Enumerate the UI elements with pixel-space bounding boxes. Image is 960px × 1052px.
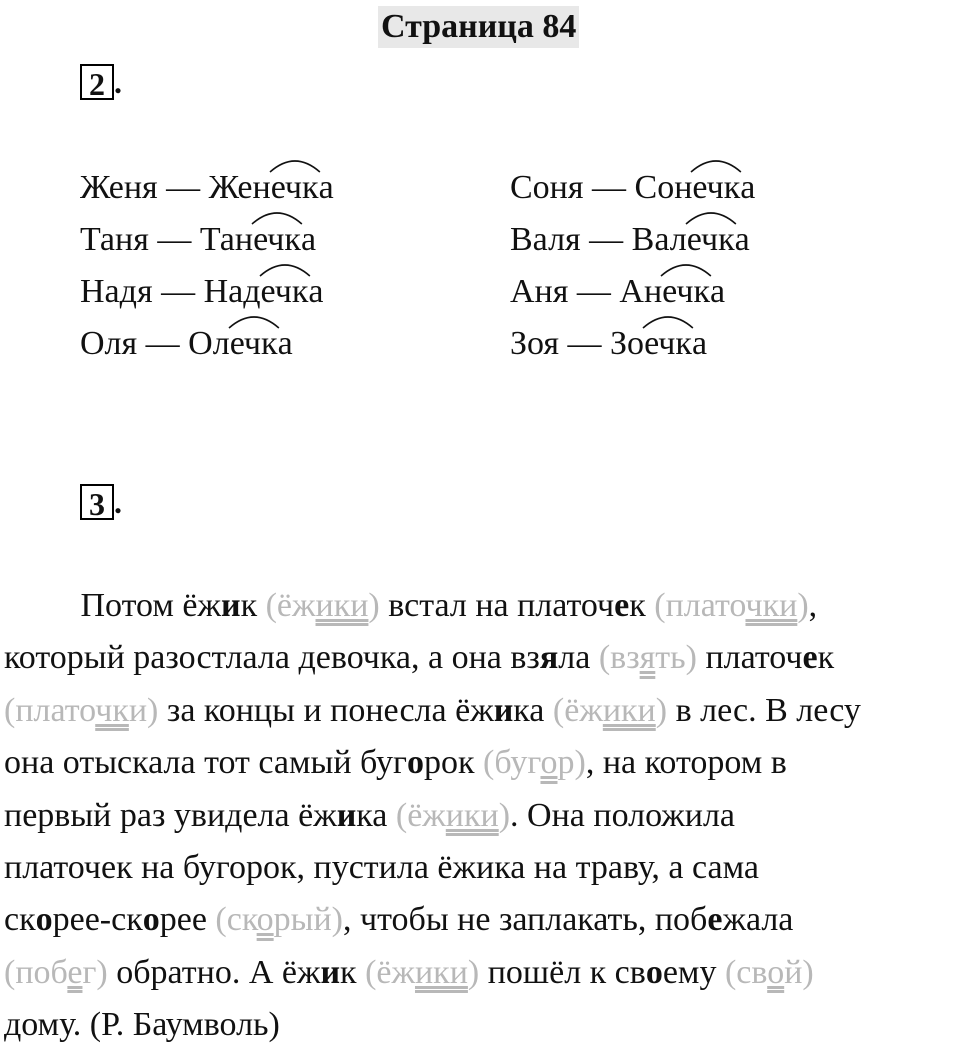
suffix-arc-mark	[690, 158, 742, 174]
pair-ending: а	[734, 221, 750, 258]
underlined-root: е	[67, 953, 83, 991]
page-title: Страница 84	[378, 6, 579, 48]
check-word-hint	[396, 797, 510, 834]
text-fragment: (ёж	[265, 587, 316, 624]
check-word-hint	[365, 954, 479, 991]
check-word-hint	[654, 587, 808, 624]
text-fragment: платоч	[696, 639, 803, 677]
text-fragment: она отыскала тот самый буг	[4, 744, 408, 782]
text-fragment: жала	[722, 901, 794, 939]
pair-base: Таня — Тан	[80, 221, 254, 258]
suffix-arc: ечк	[253, 214, 301, 266]
text-fragment: ла	[558, 639, 599, 677]
text-fragment: к	[240, 587, 266, 624]
pair-ending: а	[740, 169, 756, 206]
pair-base: Надя — Над	[80, 273, 261, 310]
left-pair-0	[80, 162, 334, 214]
text-line-5	[4, 842, 956, 894]
text-fragment: ,	[808, 587, 818, 624]
text-fragment: )	[467, 953, 480, 991]
text-fragment: (ёж	[552, 691, 603, 729]
pair-base: Соня — Сон	[510, 169, 693, 206]
left-pair-3	[80, 318, 293, 370]
text-fragment: , чтобы не заплакать, поб	[343, 901, 708, 939]
text-fragment: (плато	[4, 691, 96, 729]
text-fragment: который разостлала девочка, а она вз	[4, 639, 540, 677]
suffix-arc-mark	[251, 210, 303, 226]
check-word-hint	[4, 692, 158, 729]
stressed-vowel: и	[493, 691, 514, 729]
text-fragment: )	[655, 691, 668, 729]
right-pair-1	[510, 214, 750, 266]
exercise-3-box: 3	[80, 484, 114, 520]
check-word-hint	[483, 744, 586, 781]
text-line-3	[4, 737, 956, 789]
text-fragment: Потом ёж	[4, 587, 221, 624]
suffix-arc: ечк	[230, 318, 278, 370]
right-pair-2	[510, 266, 725, 318]
suffix-arc: ечк	[687, 214, 735, 266]
text-fragment: к	[340, 953, 366, 991]
text-fragment: (св	[724, 953, 768, 991]
exercise-3-text	[4, 580, 956, 1052]
right-pair-0	[510, 162, 755, 214]
left-pair-2	[80, 266, 324, 318]
exercise-2-box: 2	[80, 64, 114, 100]
check-word-hint	[4, 954, 108, 991]
stressed-vowel: е	[614, 587, 630, 624]
text-fragment: (поб	[4, 953, 68, 991]
suffix-arc: ечк	[644, 318, 692, 370]
text-fragment: ка	[356, 796, 396, 834]
text-fragment: р)	[557, 744, 586, 782]
right-pair-3	[510, 318, 707, 370]
underlined-root: ики	[315, 587, 369, 624]
pair-base: Оля — Ол	[80, 325, 230, 362]
text-fragment: (вз	[598, 639, 640, 677]
underlined-root: ики	[445, 796, 499, 834]
pair-base: Валя — Вал	[510, 221, 687, 258]
text-fragment: пошёл к св	[479, 953, 646, 991]
stressed-vowel: и	[336, 796, 357, 834]
text-fragment: )	[797, 587, 809, 624]
text-line-4	[4, 790, 956, 842]
check-word-hint	[215, 901, 343, 938]
stressed-vowel: о	[35, 901, 53, 939]
text-fragment: )	[368, 587, 380, 624]
underlined-root: о	[256, 901, 274, 939]
text-fragment: ск	[4, 901, 36, 939]
pair-ending: а	[710, 273, 726, 310]
text-fragment: (плато	[654, 587, 746, 624]
text-fragment: рее	[159, 901, 216, 939]
text-fragment: )	[498, 796, 511, 834]
suffix-arc: ечк	[662, 266, 710, 318]
check-word-hint	[553, 692, 667, 729]
text-fragment: дому. (Р. Баумволь)	[4, 1006, 280, 1044]
text-fragment: ка	[513, 691, 553, 729]
text-fragment: (буг	[483, 744, 541, 782]
underlined-root: ики	[602, 691, 656, 729]
stressed-vowel: и	[220, 587, 241, 624]
left-pair-1	[80, 214, 316, 266]
text-line-2	[4, 685, 956, 737]
underlined-root: чк	[95, 691, 129, 729]
text-fragment: рее-ск	[52, 901, 143, 939]
exercise-3-number: 3 .	[80, 484, 122, 520]
pair-ending: а	[318, 169, 334, 206]
text-fragment: встал на платоч	[379, 587, 615, 624]
check-word-hint	[599, 639, 697, 676]
text-line-1	[4, 632, 956, 684]
text-fragment: й)	[784, 953, 814, 991]
text-fragment: в лес. В лесу	[667, 691, 861, 729]
stressed-vowel: о	[645, 953, 663, 991]
text-fragment: рый)	[273, 901, 344, 939]
stressed-vowel: о	[407, 744, 425, 782]
text-fragment: к	[817, 639, 835, 677]
underlined-root: я	[639, 639, 656, 677]
underlined-root: о	[767, 953, 785, 991]
stressed-vowel: и	[320, 953, 341, 991]
pair-base: Аня — Ан	[510, 273, 663, 310]
text-fragment: . Она положила	[510, 796, 735, 834]
text-fragment: и)	[128, 691, 159, 729]
exercise-2-number: 2 .	[80, 64, 122, 100]
check-word-hint	[725, 954, 814, 991]
text-line-6	[4, 894, 956, 946]
text-fragment: , на котором в	[585, 744, 787, 782]
word-pairs	[0, 162, 960, 372]
stressed-vowel: е	[802, 639, 818, 677]
text-fragment: (ёж	[365, 953, 415, 991]
text-fragment: обратно. А ёж	[107, 953, 321, 991]
text-fragment: ему	[662, 953, 725, 991]
text-fragment: г)	[82, 953, 108, 991]
text-fragment: к	[629, 587, 655, 624]
stressed-vowel: е	[707, 901, 723, 939]
text-fragment: ть)	[655, 639, 697, 677]
pair-ending: а	[308, 273, 324, 310]
pair-ending: а	[300, 221, 317, 258]
text-fragment: первый раз увидела ёж	[4, 796, 337, 834]
suffix-arc-mark	[642, 314, 694, 330]
suffix-arc-mark	[685, 210, 737, 226]
underlined-root: о	[540, 744, 558, 782]
text-fragment: рок	[424, 744, 484, 782]
suffix-arc: ечк	[692, 162, 740, 214]
text-line-7	[4, 947, 956, 999]
suffix-arc: ечк	[261, 266, 309, 318]
suffix-arc-mark	[228, 314, 280, 330]
stressed-vowel: я	[539, 639, 559, 677]
text-line-0	[4, 580, 956, 632]
underlined-root: чки	[745, 587, 798, 624]
pair-ending: а	[691, 325, 708, 362]
suffix-arc-mark	[259, 262, 311, 278]
text-fragment: (ёж	[395, 796, 446, 834]
stressed-vowel: о	[142, 901, 160, 939]
pair-base: Женя — Жен	[80, 169, 271, 206]
text-line-8	[4, 999, 956, 1051]
pair-ending: а	[277, 325, 293, 362]
text-fragment: платочек на бугорок, пустила ёжика на траву, а сама	[4, 848, 759, 886]
text-fragment: за концы и понесла ёж	[158, 691, 494, 729]
check-word-hint	[266, 587, 380, 624]
suffix-arc: ечк	[271, 162, 319, 214]
text-fragment: (ск	[215, 901, 257, 939]
suffix-arc-mark	[269, 158, 321, 174]
pair-base: Зоя — Зо	[510, 325, 645, 362]
suffix-arc-mark	[660, 262, 712, 278]
underlined-root: ики	[414, 953, 468, 991]
